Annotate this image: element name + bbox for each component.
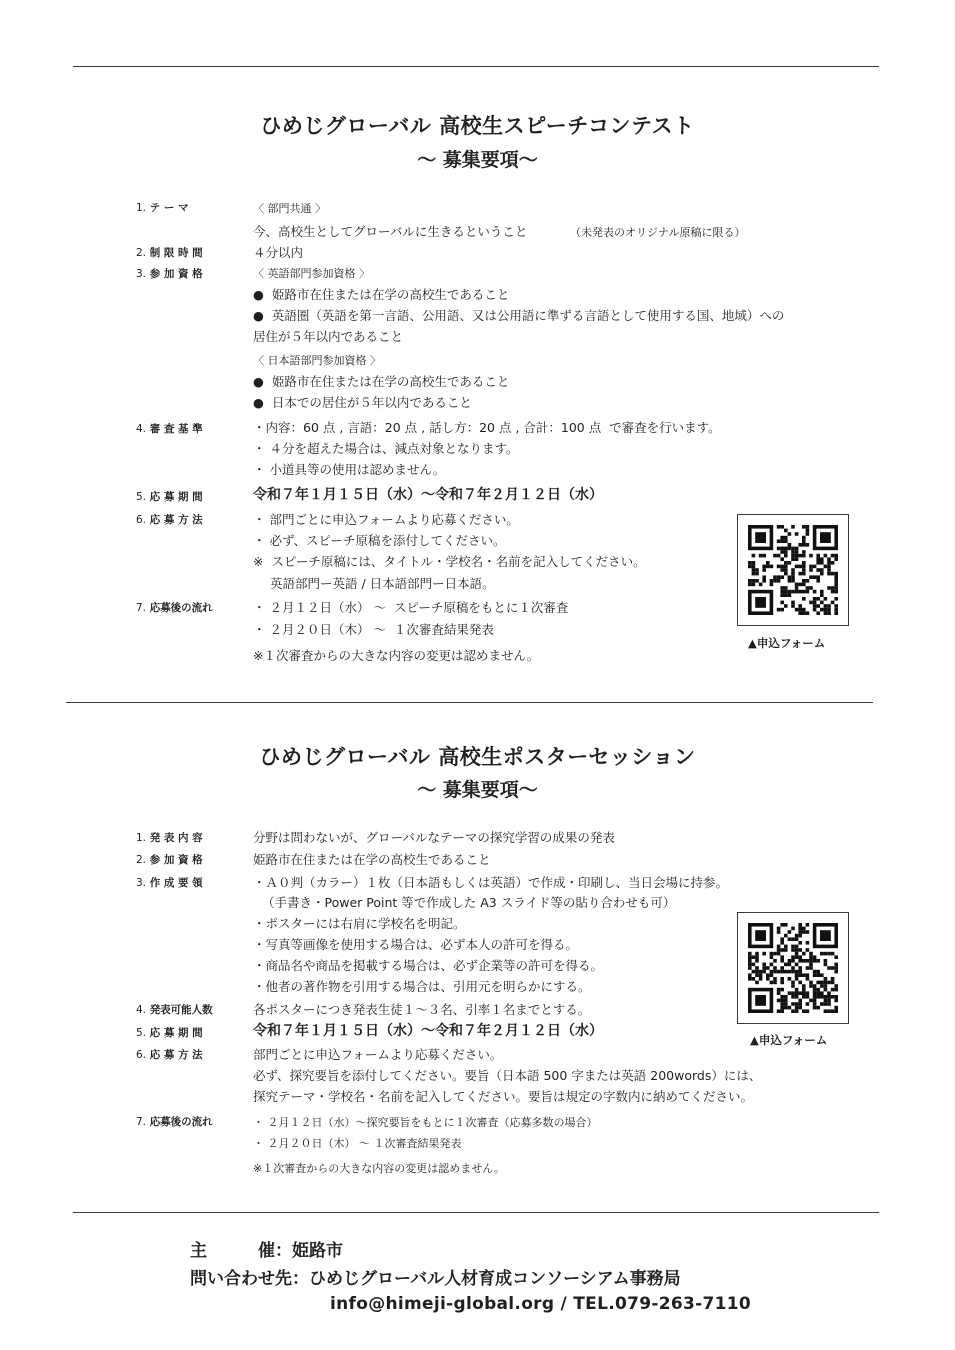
speech-title: ひめじグローバル 高校生スピーチコンテスト [260, 114, 695, 138]
poster-make-1: ・Ａ０判（カラー）１枚（日本語もしくは英語）で作成・印刷し、当日会場に持参。 [253, 875, 729, 890]
speech-theme-text: 今、高校生としてグローバルに生きるということ [253, 224, 528, 239]
speech-jpn-heading: 〈 日本語部門参加資格 〉 [253, 354, 381, 367]
poster-method-3: 探究テーマ・学校名・名前を記入してください。要旨は規定の字数内に納めてください。 [253, 1089, 754, 1104]
poster-method-1: 部門ごとに申込フォームより応募ください。 [253, 1047, 503, 1062]
poster-qr-caption: ▲申込フォーム [750, 1033, 828, 1047]
speech-method-2: ・ 必ず、スピーチ原稿を添付してください。 [253, 533, 506, 548]
top-divider [73, 66, 879, 67]
bottom-divider [73, 1212, 879, 1213]
poster-label-eligibility: 2. 参 加 資 格 [136, 854, 203, 866]
speech-label-judging: 4. 審 査 基 準 [136, 423, 203, 435]
poster-flow-1: ・ ２月１２日（水）～探究要旨をもとに１次審査（応募多数の場合） [253, 1116, 598, 1129]
poster-method-2: 必ず、探究要旨を添付してください。要旨（日本語 500 字または英語 200words）には、 [253, 1068, 762, 1083]
poster-make-2: （手書き・Power Point 等で作成した A3 スライド等の貼り合わせも可） [262, 895, 676, 910]
speech-eng-3: 居住が５年以内であること [253, 329, 404, 344]
speech-judge-3: ・ 小道具等の使用は認めません。 [253, 462, 446, 477]
speech-flow-2: ・ ２月２０日（木） ～ １次審査結果発表 [253, 622, 494, 637]
speech-theme-note: （未発表のオリジナル原稿に限る） [570, 226, 746, 239]
poster-flow-2: ・ ２月２０日（木） ～ １次審査結果発表 [253, 1137, 462, 1150]
poster-label-flow: 7. 応募後の流れ [136, 1116, 213, 1128]
speech-label-flow: 7. 応募後の流れ [136, 602, 213, 614]
speech-eng-1: ● 姫路市在住または在学の高校生であること [253, 287, 510, 302]
poster-period: 令和７年１月１５日（水）～令和７年２月１２日（水） [253, 1023, 603, 1039]
poster-qr-code[interactable] [737, 912, 849, 1024]
poster-label-guidelines: 3. 作 成 要 領 [136, 877, 203, 889]
footer-email-tel: info@himeji-global.org / TEL.079-263-7110 [330, 1294, 751, 1314]
poster-title: ひめじグローバル 高校生ポスターセッション [259, 745, 696, 769]
poster-make-4: ・写真等画像を使用する場合は、必ず本人の許可を得る。 [253, 937, 579, 952]
speech-judge-1: ・内容：60 点 , 言語：20 点 , 話し方：20 点 , 合計：100 点 で審査を行います。 [253, 420, 721, 435]
poster-make-6: ・他者の著作物を引用する場合は、引用元を明らかにする。 [253, 979, 591, 994]
speech-jpn-1: ● 姫路市在住または在学の高校生であること [253, 374, 510, 389]
speech-label-time: 2. 制 限 時 間 [136, 247, 203, 259]
speech-eng-heading: 〈 英語部門参加資格 〉 [253, 267, 370, 280]
speech-label-method: 6. 応 募 方 法 [136, 514, 203, 526]
speech-eng-2: ● 英語圏（英語を第一言語、公用語、又は公用語に準ずる言語として使用する国、地域）への [253, 308, 785, 323]
speech-label-period: 5. 応 募 期 間 [136, 491, 203, 503]
speech-flow-1: ・ ２月１２日（水） ～ スピーチ原稿をもとに１次審査 [253, 600, 569, 615]
speech-time-limit: ４分以内 [253, 245, 304, 260]
speech-method-4: 英語部門ー英語 / 日本語部門ー日本語。 [270, 576, 495, 591]
speech-qr-caption: ▲申込フォーム [748, 636, 826, 650]
poster-eligibility: 姫路市在住または在学の高校生であること [253, 852, 491, 867]
speech-subtitle: ～ 募集要項～ [417, 149, 538, 171]
footer-contact: 問い合わせ先：ひめじグローバル人材育成コンソーシアム事務局 [190, 1269, 681, 1289]
speech-method-3: ※ スピーチ原稿には、タイトル・学校名・名前を記入してください。 [253, 554, 646, 569]
poster-make-3: ・ポスターには右肩に学校名を明記。 [253, 916, 466, 931]
speech-jpn-2: ● 日本での居住が５年以内であること [253, 395, 472, 410]
poster-make-5: ・商品名や商品を掲載する場合は、必ず企業等の許可を得る。 [253, 958, 604, 973]
speech-label-eligibility: 3. 参 加 資 格 [136, 268, 203, 280]
speech-theme-common: 〈 部門共通 〉 [253, 202, 326, 215]
footer-host: 主 催：姫路市 [190, 1241, 343, 1261]
qr-code-icon [748, 525, 838, 615]
speech-period: 令和７年１月１５日（水）～令和７年２月１２日（水） [253, 487, 603, 503]
poster-label-content: 1. 発 表 内 容 [136, 832, 203, 844]
middle-divider [66, 702, 873, 703]
poster-label-count: 4. 発表可能人数 [136, 1004, 213, 1016]
speech-qr-code[interactable] [737, 514, 849, 626]
speech-flow-note: ※１次審査からの大きな内容の変更は認めません。 [253, 648, 540, 663]
poster-label-period: 5. 応 募 期 間 [136, 1027, 203, 1039]
speech-judge-2: ・ ４分を超えた場合は、減点対象となります。 [253, 441, 519, 456]
qr-code-icon [748, 923, 838, 1013]
speech-method-1: ・ 部門ごとに申込フォームより応募ください。 [253, 512, 519, 527]
poster-content: 分野は問わないが、グローバルなテーマの探究学習の成果の発表 [253, 830, 615, 845]
poster-label-method: 6. 応 募 方 法 [136, 1049, 203, 1061]
poster-count: 各ポスターにつき発表生徒１～３名、引率１名までとする。 [253, 1002, 591, 1017]
poster-flow-note: ※１次審査からの大きな内容の変更は認めません。 [253, 1162, 505, 1175]
poster-subtitle: ～ 募集要項～ [417, 779, 538, 801]
speech-label-theme: 1. テ ー マ [136, 202, 189, 214]
